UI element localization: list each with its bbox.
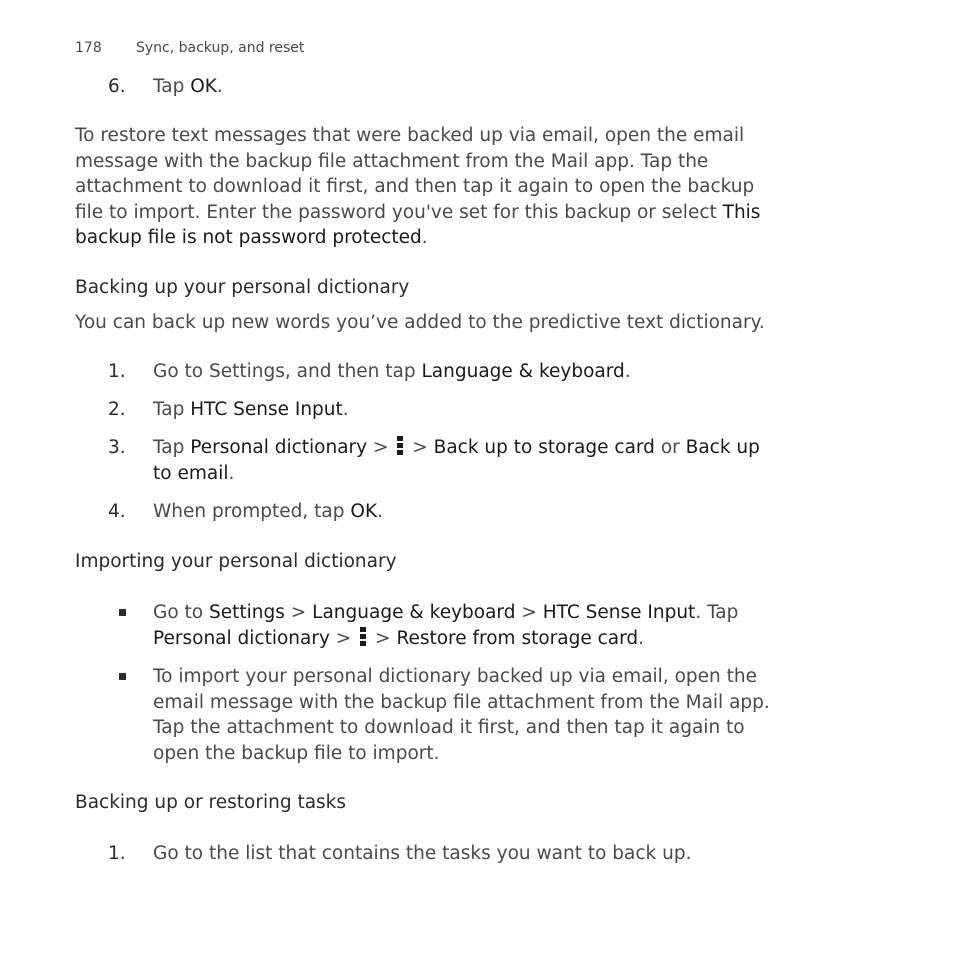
ok-label: OK xyxy=(190,76,217,97)
step-text-post: . xyxy=(624,361,631,382)
restore-line xyxy=(75,225,875,251)
separator: > xyxy=(367,437,395,458)
htc-sense-input-label: HTC Sense Input xyxy=(190,399,343,420)
bullet-text-pre: Go to xyxy=(153,602,209,623)
bullet-line: To import your personal dictionary backed up via email, open the xyxy=(153,666,757,687)
bullet-text-post: . xyxy=(638,627,645,649)
restore-storage-label: Restore from storage card xyxy=(396,627,639,649)
ok-label: OK xyxy=(350,501,378,522)
bullet-line: open the backup file to import. xyxy=(153,742,440,764)
restore-line: message with the backup file attachment from the Mail app. Tap the xyxy=(75,150,709,172)
bullet-line: Tap the attachment to download it first, and then tap it again to xyxy=(153,717,745,738)
restore-line xyxy=(75,200,875,226)
step-text: Go to the list that contains the tasks you want to back up. xyxy=(153,843,692,864)
step-text xyxy=(153,359,631,385)
not-protected-option: backup file is not password protected xyxy=(75,227,422,248)
section-heading: Backing up your personal dictionary xyxy=(75,277,410,298)
htc-sense-input-label: HTC Sense Input xyxy=(542,602,696,623)
restore-line: To restore text messages that were backed up via email, open the email xyxy=(75,125,745,146)
section-heading: Importing your personal dictionary xyxy=(75,551,397,572)
bullet-marker xyxy=(119,609,126,616)
step-text-pre: Go to Settings, and then tap xyxy=(153,361,422,382)
intro-text: You can back up new words you’ve added to the predictive text dictionary. xyxy=(75,312,765,333)
step-text-pre: Tap xyxy=(153,437,191,458)
not-protected-option: This xyxy=(722,201,761,223)
step-text xyxy=(153,397,349,423)
settings-label: Settings xyxy=(209,602,285,623)
restore-line: attachment to download it first, and then tap it again to open the backup xyxy=(75,176,755,197)
back-up-storage-label: Back up to storage card xyxy=(433,437,655,458)
bullet-marker xyxy=(119,673,126,680)
step-number: 1. xyxy=(108,361,126,382)
separator: > xyxy=(406,437,434,458)
section-title: Sync, backup, and reset xyxy=(136,40,305,56)
back-up-email-label: to email xyxy=(153,462,229,484)
restore-line-text: file to import. Enter the password you've set for this backup or select xyxy=(75,201,723,223)
personal-dictionary-label: Personal dictionary xyxy=(153,627,330,649)
dictionary-intro xyxy=(75,310,875,336)
step-text-pre: Tap xyxy=(153,76,191,97)
step-text-pre: When prompted, tap xyxy=(153,501,351,522)
bullet-text-mid: . Tap xyxy=(695,602,739,623)
step-number: 1. xyxy=(108,843,126,864)
step-text-post: . xyxy=(377,501,383,522)
step-text-mid: or xyxy=(654,437,686,458)
page-header xyxy=(75,40,304,56)
separator: > xyxy=(284,602,313,623)
personal-dictionary-label: Personal dictionary xyxy=(190,437,368,458)
step-text-post: . xyxy=(216,76,223,97)
section-heading: Backing up or restoring tasks xyxy=(75,792,347,813)
step-number: 2. xyxy=(108,399,126,420)
step-text-pre: Tap xyxy=(153,399,191,420)
bullet-text xyxy=(153,664,770,766)
page-number: 178 xyxy=(75,40,102,56)
restore-paragraph xyxy=(75,123,875,251)
step-text xyxy=(153,499,383,525)
bullet-text xyxy=(153,600,738,651)
step-number: 6. xyxy=(108,76,126,97)
restore-line-text: . xyxy=(421,227,428,248)
separator: > xyxy=(329,627,358,649)
separator: > xyxy=(369,627,397,649)
language-keyboard-label: Language & keyboard xyxy=(421,361,625,382)
step-number: 4. xyxy=(108,501,126,522)
more-vertical-icon xyxy=(397,436,403,456)
step-number: 3. xyxy=(108,437,126,458)
bullet-line: email message with the backup file attachment from the Mail app. xyxy=(153,691,770,713)
more-vertical-icon xyxy=(360,627,366,647)
step-text xyxy=(153,74,223,100)
back-up-email-label: Back up xyxy=(685,437,760,458)
language-keyboard-label: Language & keyboard xyxy=(312,602,516,623)
step-text-post: . xyxy=(342,399,349,420)
step-text xyxy=(153,435,760,486)
step-text-post: . xyxy=(228,462,235,484)
separator: > xyxy=(515,602,543,623)
